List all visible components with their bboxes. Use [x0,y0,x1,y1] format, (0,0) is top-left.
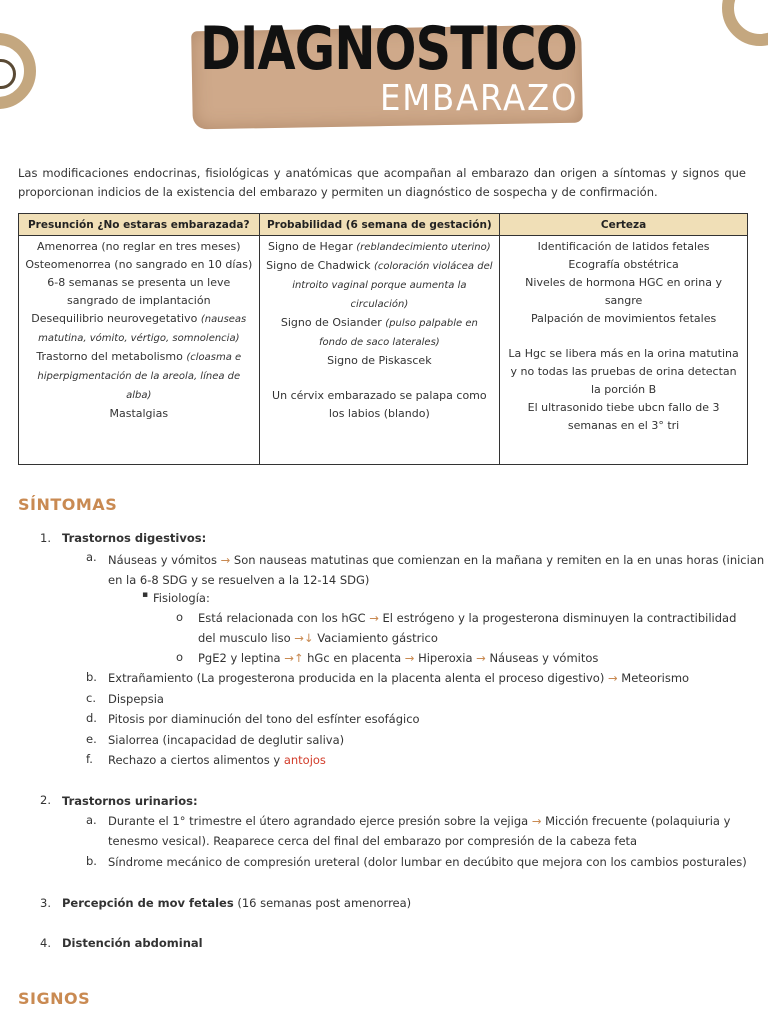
arrow-right-icon: → [531,814,542,828]
list-item: PgE2 y leptina →↑ hGc en placenta → Hiperoxia → Náuseas y vómitos [198,651,599,665]
list-item: Durante el 1° trimestre el útero agrandado ejerce presión sobre la vejiga → Micción frecuente (polaquiuria y [108,814,731,828]
section-title-mov-fetales: Percepción de mov fetales (16 semanas post amenorrea) [62,896,412,910]
list-item: Un cérvix embarazado se palapa como los labios (blando) [272,389,487,420]
list-item: 6-8 semanas se presenta un leve sangrado de implantación [47,276,231,307]
list-item: Ecografía obstétrica [568,258,679,271]
list-item: Niveles de hormona HGC en orina y sangre [525,276,722,307]
list-number: 2. [40,793,51,807]
list-item: Dispepsia [108,692,164,706]
list-item: Trastorno del metabolismo (cloasma e hiperpigmentación de la areola, línea de alba) [36,350,242,401]
list-item: Rechazo a ciertos alimentos y antojos [108,753,326,767]
list-item: Sialorrea (incapacidad de deglutir saliva) [108,733,345,747]
list-item: Osteomenorrea (no sangrado en 10 días) [25,258,253,271]
header-probabilidad: Probabilidad (6 semana de gestación) [259,214,500,236]
list-item-continued: del musculo liso →↓ Vaciamiento gástrico [198,631,438,645]
list-item: Pitosis por diaminución del tono del esfínter esofágico [108,712,420,726]
arrow-right-icon: → [294,631,304,645]
list-item: Amenorrea (no reglar en tres meses) [37,240,241,253]
signos-heading: SIGNOS [18,989,91,1008]
list-item: Mastalgias [109,407,169,420]
list-letter: d. [86,711,97,725]
list-item: Signo de Hegar (reblandecimiento uterino) [268,240,491,253]
list-item: Desequilibrio neurovegetativo (nauseas matutina, vómito, vértigo, somnolencia) [31,312,247,344]
list-item: La Hgc se libera más en la orina matutina y no todas las pruebas de orina detectan la porción B [508,347,739,396]
list-number: 3. [40,896,51,910]
list-item: Náuseas y vómitos → Son nauseas matutinas que comienzan en la mañana y remiten en la en unas horas (inician [108,553,765,567]
page-title: DIAGNOSTICO [200,14,577,84]
decorative-ring-left [0,33,36,109]
list-item: Signo de Chadwick (coloración violácea del introito vaginal porque aumenta la circulación) [266,259,493,310]
list-letter: a. [86,550,97,564]
list-letter: a. [86,813,97,827]
cell-probabilidad [259,236,500,465]
list-letter: e. [86,732,97,746]
list-item: Está relacionada con los hGC → El estrógeno y la progesterona disminuyen la contractibilidad [198,611,737,625]
list-letter: b. [86,854,97,868]
arrow-right-icon: → [607,671,618,685]
list-item: Síndrome mecánico de compresión ureteral (dolor lumbar en decúbito que mejora con los cambios posturales) [108,855,747,869]
cell-certeza [500,236,748,465]
list-number: 4. [40,936,51,950]
list-letter: b. [86,670,97,684]
fisiologia-label: Fisiología: [153,591,210,605]
arrow-right-icon: → [220,553,231,567]
arrow-right-icon: → [369,611,379,625]
list-item-continued: tenesmo vesical). Reaparece cerca del final del embarazo por compresión de la cabeza feta [108,834,638,848]
list-item: El ultrasonido tiebe ubcn fallo de 3 semanas en el 3° tri [527,401,720,432]
circle-bullet-icon: o [176,610,184,624]
sintomas-heading: SÍNTOMAS [18,495,118,514]
arrow-right-icon: → [284,651,294,665]
section-title-distencion: Distención abdominal [62,936,203,950]
page-subtitle: EMBARAZO [380,78,579,119]
decorative-ring-right [722,0,768,46]
bullet-icon: ▪ [142,590,149,600]
list-item: Extrañamiento (La progesterona producida en la placenta alenta el proceso digestivo) → Meteorismo [108,671,690,685]
diagnosis-table [18,213,748,465]
list-item-continued: en la 6-8 SDG y se resuelven a la 12-14 SDG) [108,573,370,587]
arrow-right-icon: → [404,651,415,665]
section-title-urinarios: Trastornos urinarios: [62,794,198,808]
arrow-down-icon: ↓ [303,631,314,645]
table-row [19,236,748,465]
section-title-digestivos: Trastornos digestivos: [62,531,207,545]
list-letter: c. [86,691,96,705]
list-letter: f. [86,752,93,766]
table-header-row [19,214,748,236]
intro-paragraph: Las modificaciones endocrinas, fisiológicas y anatómicas que acompañan al embarazo dan origen a síntomas y signos que proporcionan indicios de la existencia del embarazo y permiten un diagnóstico de sospecha y de confirmación. [18,166,746,199]
header-certeza: Certeza [500,214,748,236]
list-item: Signo de Piskascek [327,354,432,367]
list-number: 1. [40,531,51,545]
arrow-up-icon: ↑ [293,651,304,665]
list-item: Identificación de latidos fetales [537,240,710,253]
header-presuncion: Presunción ¿No estaras embarazada? [19,214,260,236]
circle-bullet-icon: o [176,650,184,664]
cell-presuncion [19,236,260,465]
list-item: Signo de Osiander (pulso palpable en fondo de saco laterales) [280,316,478,348]
arrow-right-icon: → [476,651,486,665]
list-item: Palpación de movimientos fetales [530,312,717,325]
